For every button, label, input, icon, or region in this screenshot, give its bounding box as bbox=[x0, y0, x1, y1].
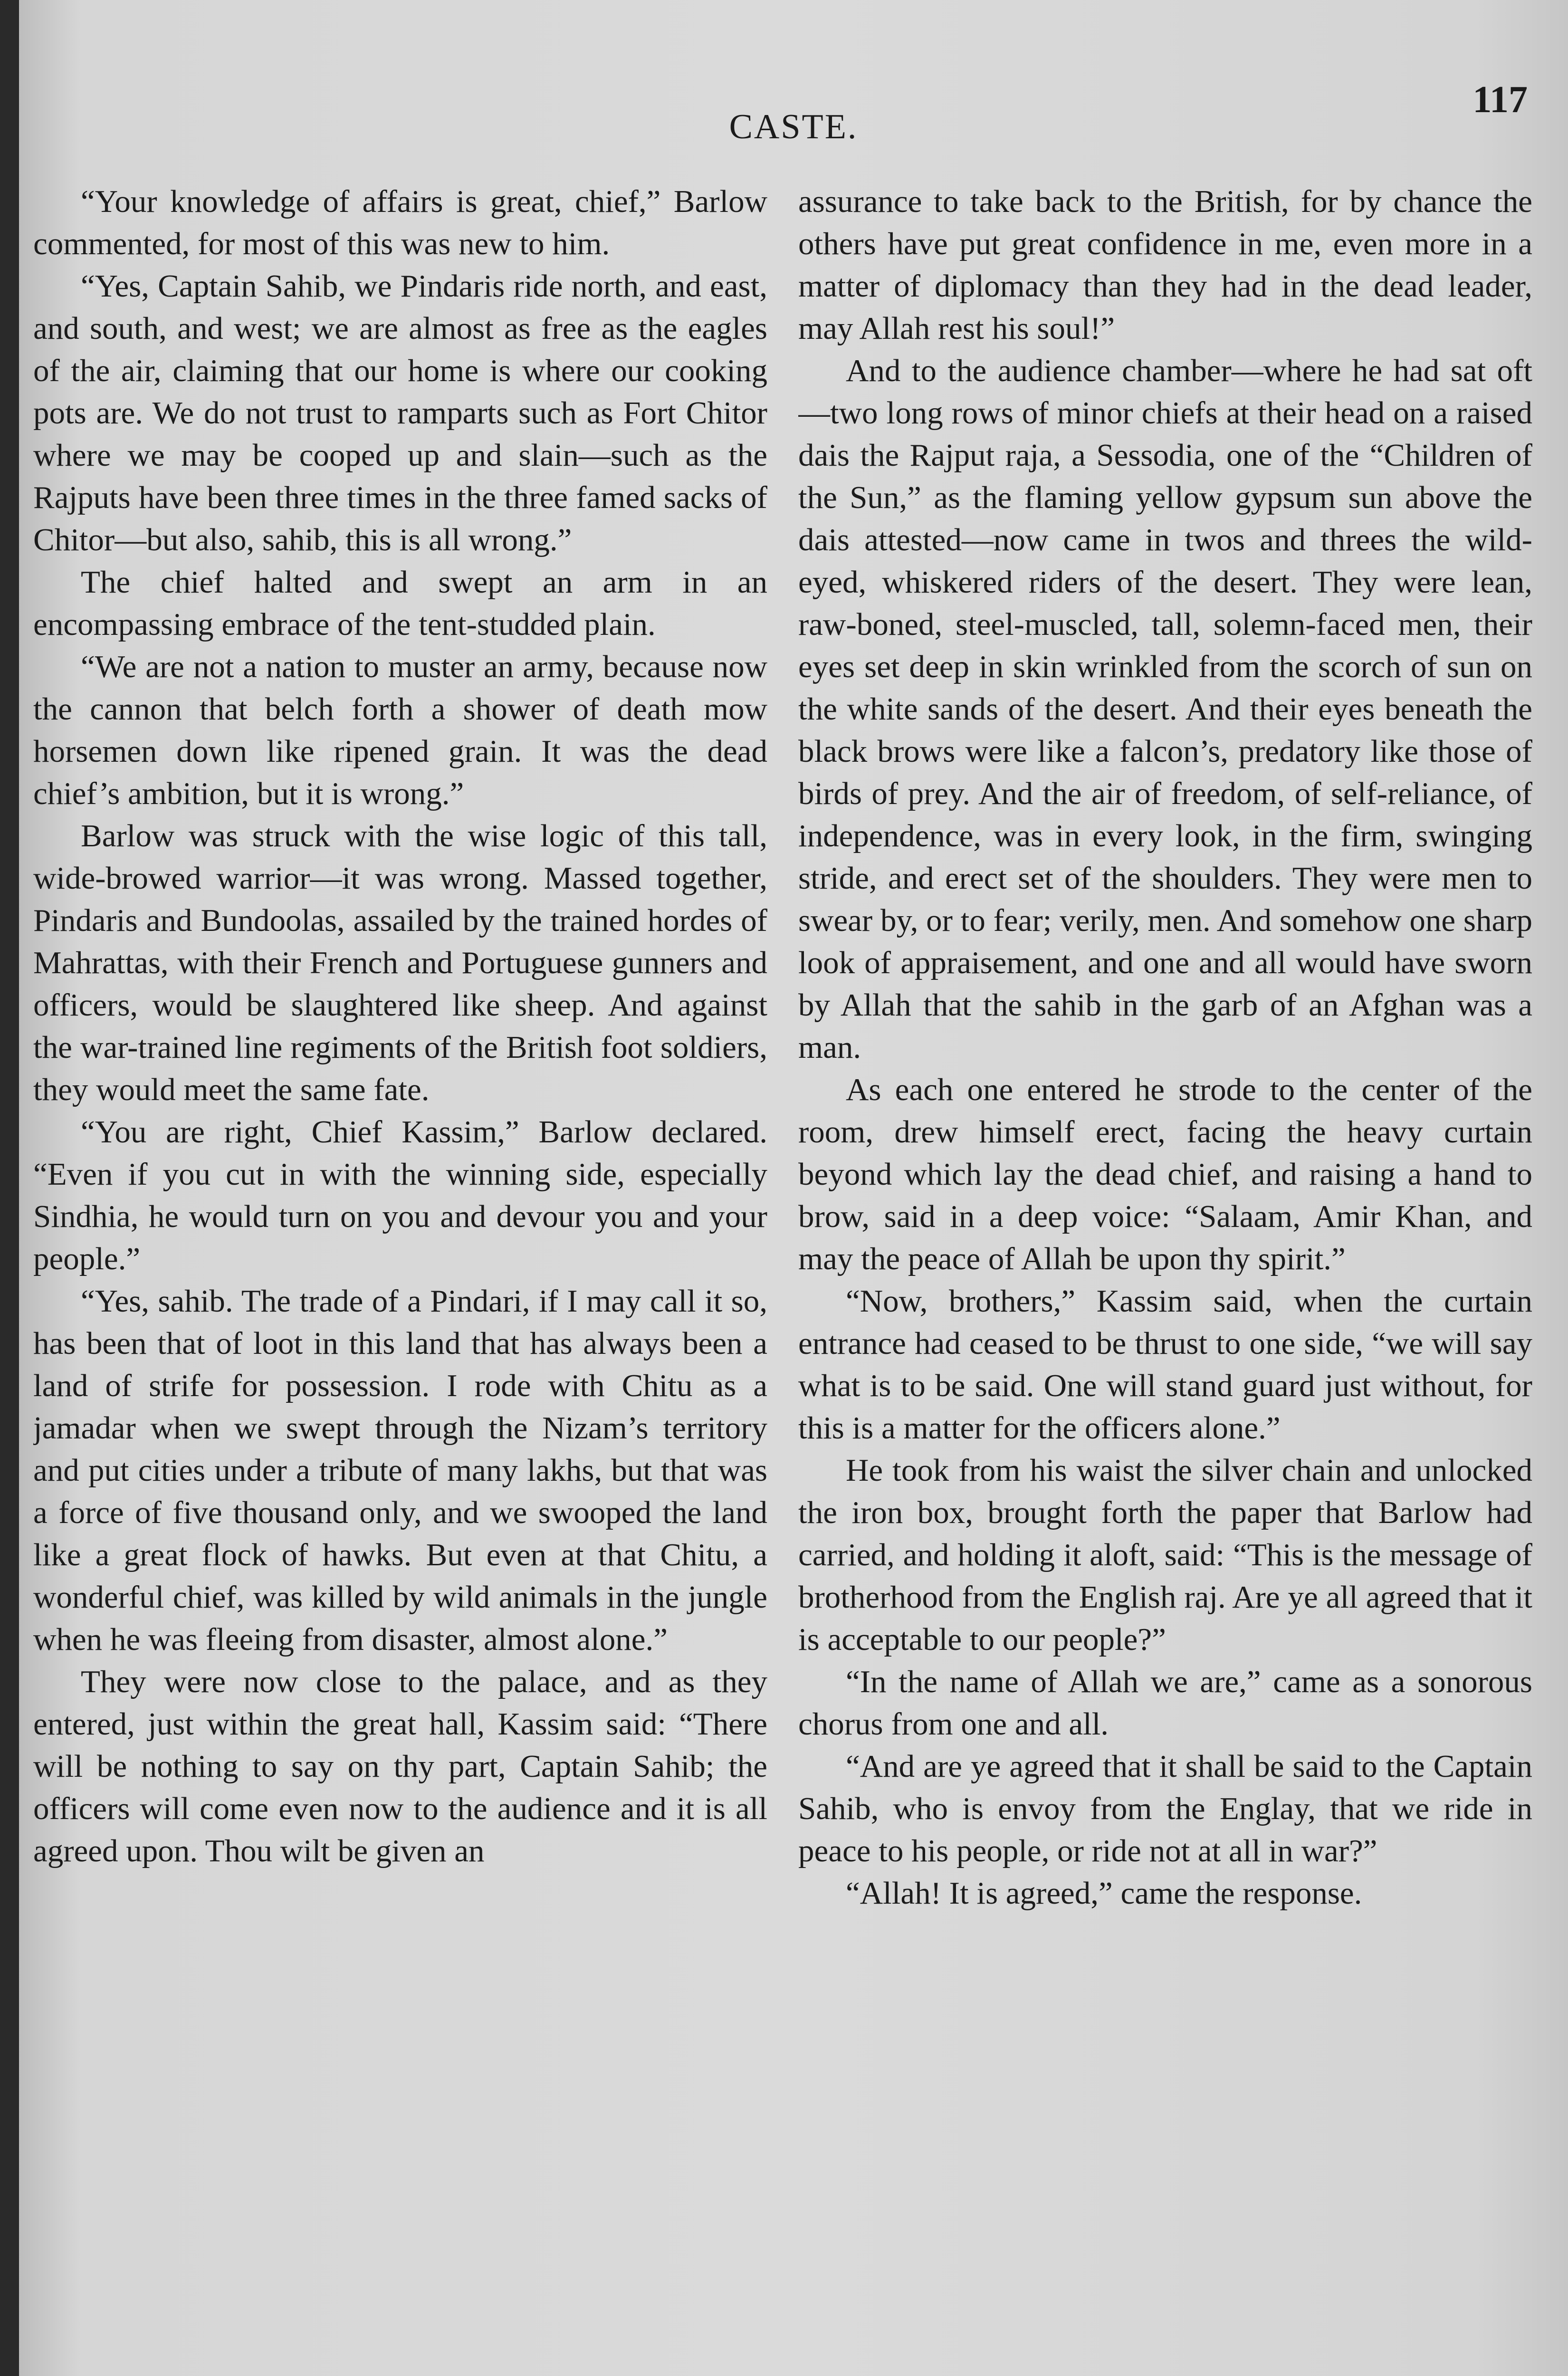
paragraph: Barlow was struck with the wise logic of this tall, wide-browed warrior—it was wrong. Massed together, Pindaris and Bundoolas, assailed by the trained hordes of Mahrattas, with their French and Portuguese gunners and officers, would be slaughtered like sheep. And against the war-trained line regiments of the British foot soldiers, they would meet the same fate. bbox=[33, 818, 767, 1107]
paragraph: “Yes, Captain Sahib, we Pindaris ride north, and east, and south, and west; we are almost as free as the eagles of the air, claiming that our home is where our cooking pots are. We do not trust to ramparts such as Fort Chitor where we may be cooped up and slain—such as the Rajputs have been three times in the three famed sacks of Chitor—but also, sahib, this is all wrong.” bbox=[33, 268, 767, 557]
paragraph: “In the name of Allah we are,” came as a sonorous chorus from one and all. bbox=[798, 1664, 1532, 1742]
book-page bbox=[19, 0, 1568, 2376]
paragraph: “And are ye agreed that it shall be said to the Captain Sahib, who is envoy from the Englay, that we ride in peace to his people, or ride not at all in war?” bbox=[798, 1749, 1532, 1868]
paragraph: “Your knowledge of affairs is great, chief,” Barlow commented, for most of this was new to him. bbox=[33, 184, 767, 261]
page-header bbox=[19, 79, 1568, 150]
paragraph: “Allah! It is agreed,” came the response. bbox=[846, 1876, 1362, 1911]
paragraph: assurance to take back to the British, for by chance the others have put great confidence in me, even more in a matter of diplomacy than they had in the dead leader, may Allah rest his soul!” bbox=[798, 184, 1532, 346]
page-number: 117 bbox=[1472, 79, 1528, 121]
paragraph: They were now close to the palace, and as they entered, just within the great hall, Kassim said: “There will be nothing to say on thy part, Captain Sahib; the officers will come even now to the audience and it is all agreed upon. Thou wilt be given an bbox=[33, 1664, 767, 1868]
right-column bbox=[798, 181, 1532, 2376]
paragraph: And to the audience chamber—where he had sat oft—two long rows of minor chiefs at their head on a raised dais the Rajput raja, a Sessodia, one of the “Children of the Sun,” as the flaming yellow gypsum sun above the dais attested—now came in twos and threes the wild-eyed, whiskered riders of the desert. They were lean, raw-boned, steel-muscled, tall, solemn-faced men, their eyes set deep in skin wrinkled from the scorch of sun on the white sands of the desert. And their eyes beneath the black brows were like a falcon’s, predatory like those of birds of prey. And the air of freedom, of self-reliance, of independence, was in every look, in the firm, swinging stride, and erect set of the shoulders. They were men to swear by, or to fear; verily, men. And somehow one sharp look of appraisement, and one and all would have sworn by Allah that the sahib in the garb of an Afghan was a man. bbox=[798, 353, 1532, 1065]
left-column bbox=[33, 181, 767, 2376]
paragraph: He took from his waist the silver chain and unlocked the iron box, brought forth the paper that Barlow had carried, and holding it aloft, said: “This is the message of brotherhood from the English raj. Are ye all agreed that it is acceptable to our people?” bbox=[798, 1453, 1532, 1657]
running-head: CASTE. bbox=[729, 107, 858, 146]
paragraph: “You are right, Chief Kassim,” Barlow declared. “Even if you cut in with the winning side, especially Sindhia, he would turn on you and devour you and your people.” bbox=[33, 1114, 767, 1276]
paragraph: “Yes, sahib. The trade of a Pindari, if I may call it so, has been that of loot in this land that has always been a land of strife for possession. I rode with Chitu as a jamadar when we swept through the Nizam’s territory and put cities under a tribute of many lakhs, but that was a force of five thousand only, and we swooped the land like a great flock of hawks. But even at that Chitu, a wonderful chief, was killed by wild animals in the jungle when he was fleeing from disaster, almost alone.” bbox=[33, 1284, 767, 1657]
paragraph: As each one entered he strode to the center of the room, drew himself erect, facing the heavy curtain beyond which lay the dead chief, and raising a hand to brow, said in a deep voice: “Salaam, Amir Khan, and may the peace of Allah be upon thy spirit.” bbox=[798, 1072, 1532, 1276]
paragraph: The chief halted and swept an arm in an encompassing embrace of the tent-studded plain. bbox=[33, 565, 767, 642]
paragraph: “Now, brothers,” Kassim said, when the curtain entrance had ceased to be thrust to one side, “we will say what is to be said. One will stand guard just without, for this is a matter for the officers alone.” bbox=[798, 1284, 1532, 1446]
paragraph: “We are not a nation to muster an army, because now the cannon that belch forth a shower of death mow horsemen down like ripened grain. It was the dead chief’s ambition, but it is wrong.” bbox=[33, 649, 767, 811]
